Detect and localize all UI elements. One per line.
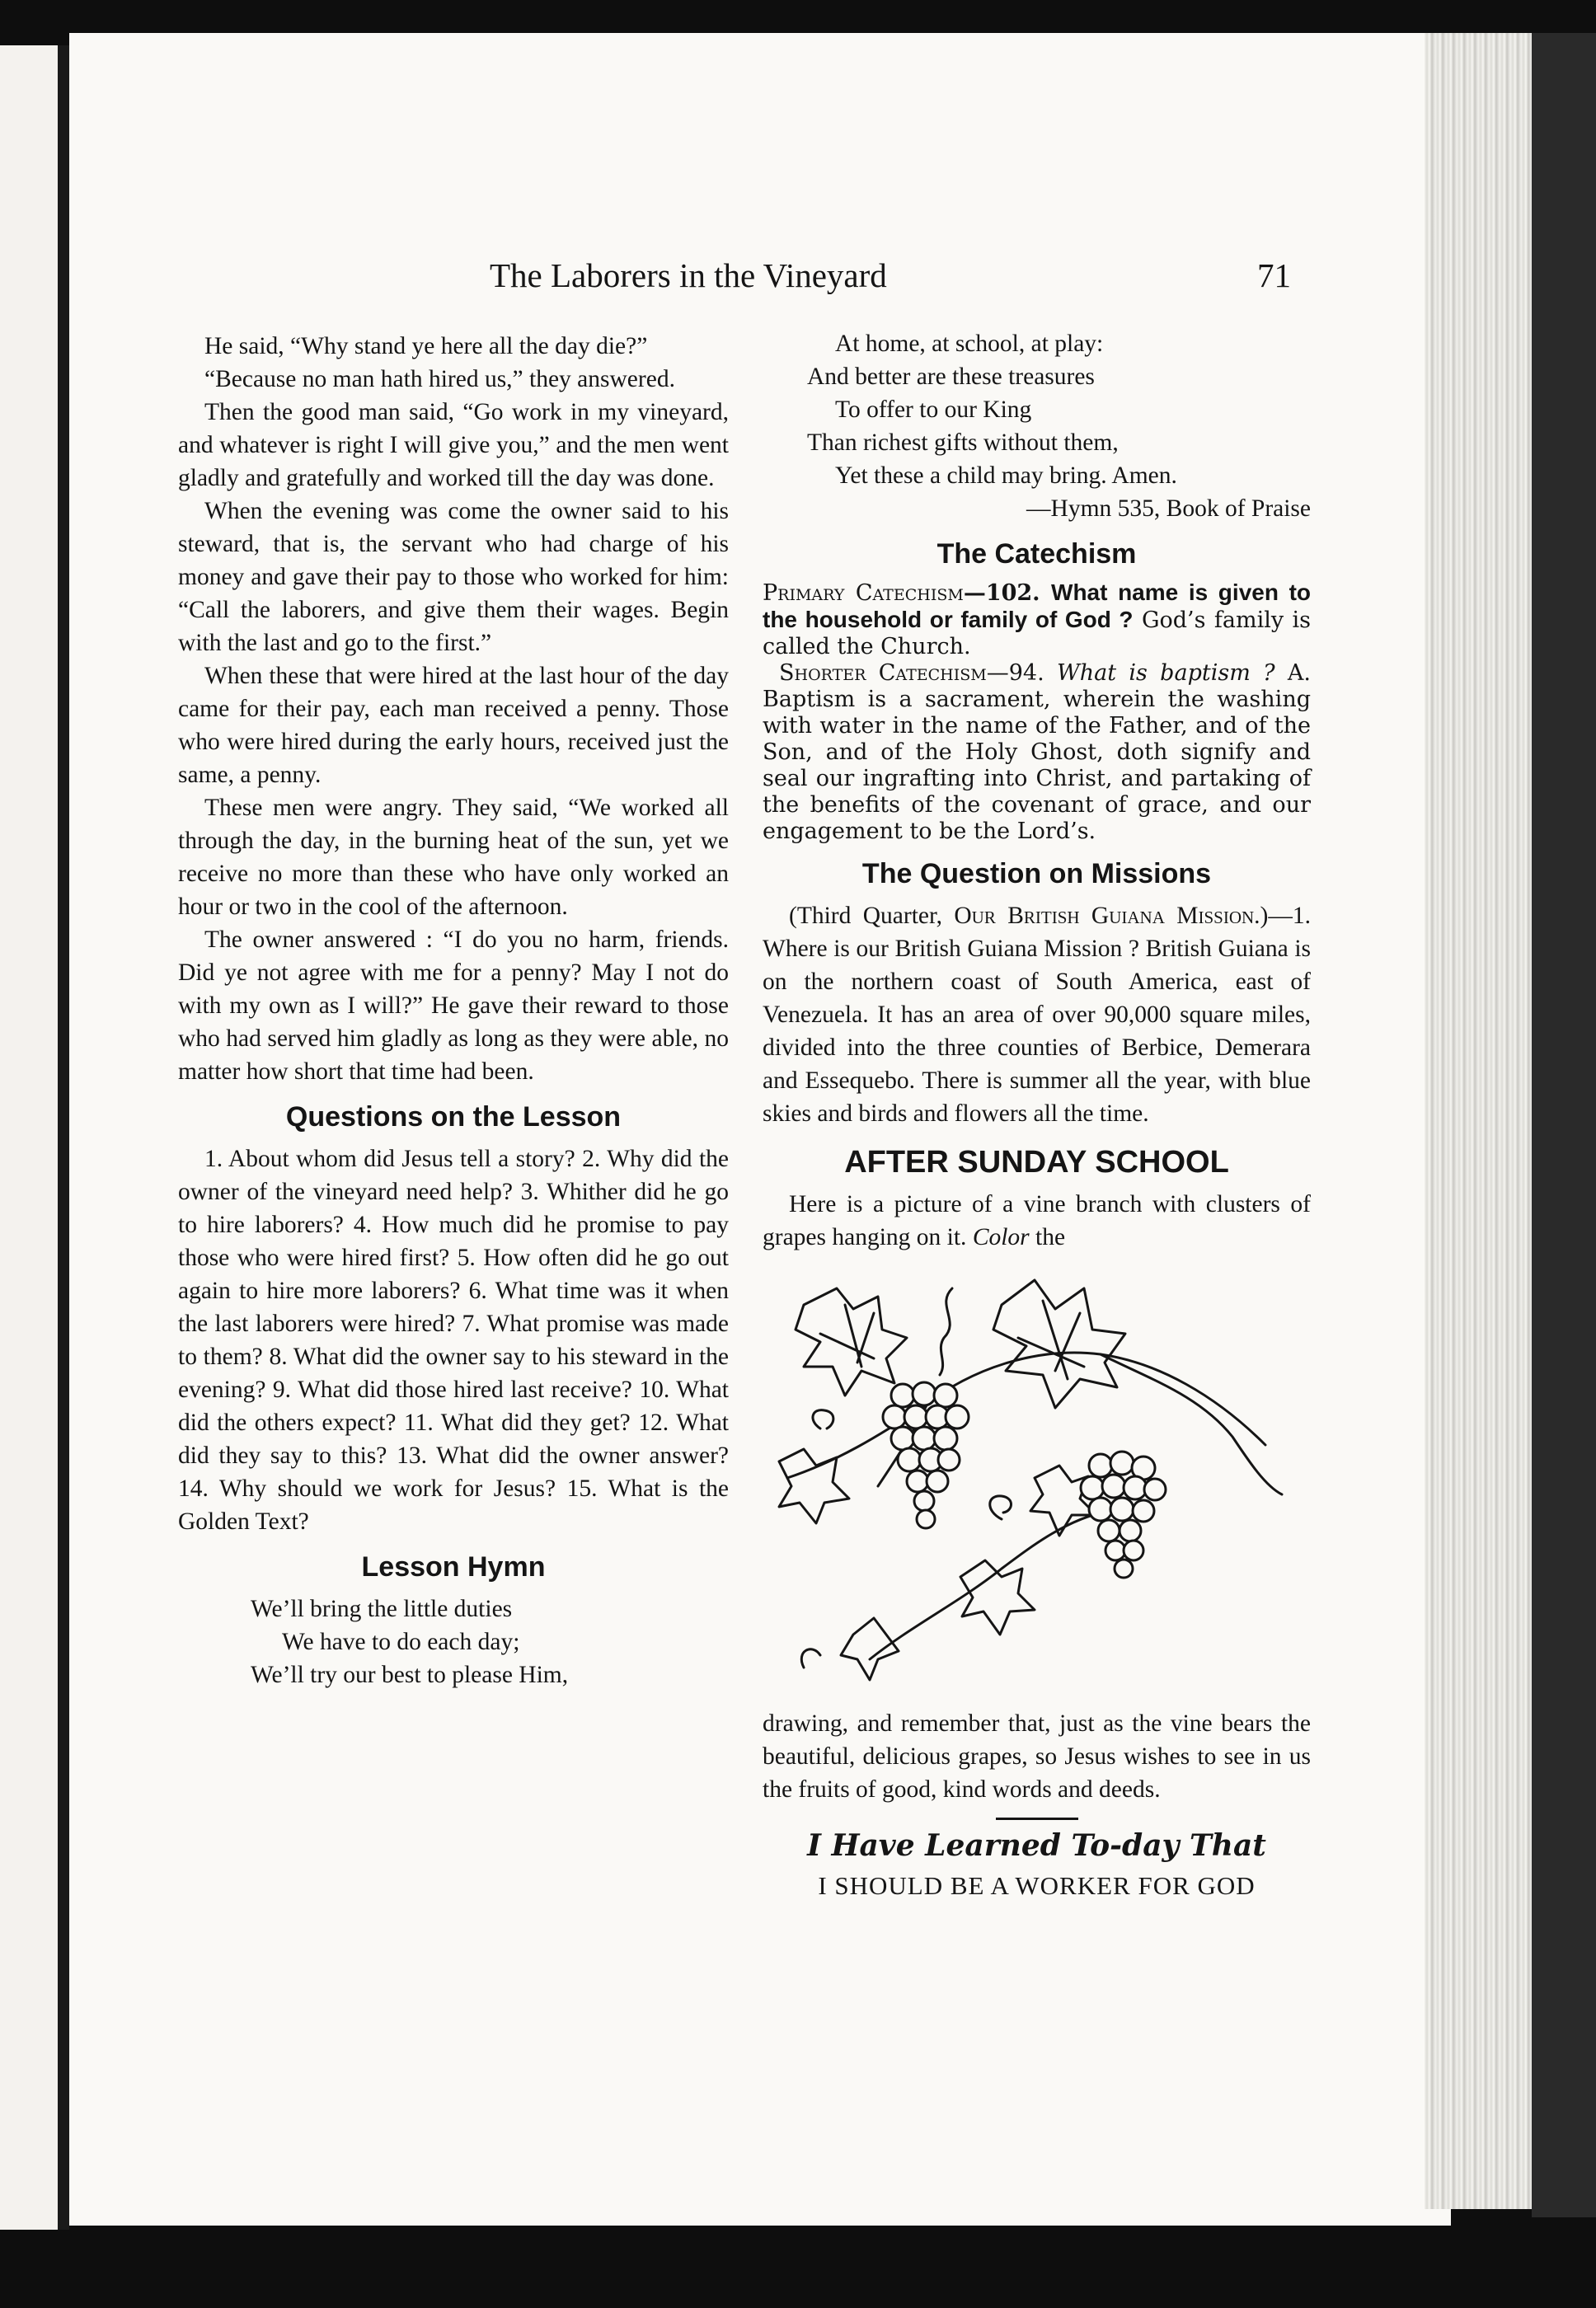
- hymn-continued: [763, 327, 1311, 525]
- grape-leaf: [796, 1288, 907, 1396]
- shorter-catechism-number: —94.: [986, 660, 1044, 686]
- primary-catechism: [763, 579, 1311, 660]
- shorter-catechism-answer: A. Baptism is a sacrament, wherein the washing with water in the name of the Father, and of the Son, and of the Holy Ghost, doth signify and seal our ingrafting into Christ, and partaking of the benefits of the covenant of grace, and our engagement to be the Lord’s.: [763, 660, 1311, 844]
- left-column: [178, 330, 729, 1691]
- vine-tendril: [813, 1410, 833, 1428]
- right-column: [763, 327, 1311, 1902]
- primary-catechism-answer: God’s family is called the Church.: [763, 607, 1311, 659]
- grape-cluster-left: [883, 1382, 969, 1528]
- grape-leaf: [779, 1449, 849, 1523]
- lesson-hymn-heading: Lesson Hymn: [361, 1551, 546, 1583]
- grape-leaf-vein: [1018, 1301, 1084, 1379]
- vine-tendril: [801, 1649, 820, 1668]
- story-paragraph: Then the good man said, “Go work in my vineyard, and whatever is right I will give you,” and the men went gladly and gratefully and worked till the day was done.: [178, 399, 729, 491]
- hymn-line: We’ll try our best to please Him,: [251, 1662, 569, 1688]
- grape-cluster-right: [1081, 1452, 1166, 1578]
- missions-intro: (Third Quarter,: [789, 903, 955, 929]
- missions-paragraph: [763, 899, 1311, 1130]
- missions-heading: The Question on Missions: [861, 858, 1212, 889]
- shorter-catechism-question: What is baptism ?: [1057, 660, 1275, 686]
- story-paragraph: He said, “Why stand ye here all the day die?”: [204, 333, 648, 359]
- after-rest-paragraph: drawing, and remember that, just as the vine bears the beautiful, delicious grapes, so Jesus wishes to see in us the fruits of good, kind words and deeds.: [763, 1710, 1311, 1803]
- hymn-line: We’ll bring the little duties: [251, 1596, 513, 1622]
- questions-heading: Questions on the Lesson: [285, 1101, 622, 1133]
- grape-leaf: [960, 1560, 1035, 1635]
- hymn-line: And better are these treasures: [807, 364, 1095, 390]
- book-gutter: [58, 45, 69, 2230]
- story-paragraph: These men were angry. They said, “We worked all through the day, in the burning heat of the sun, yet we receive no more than these who have only worked an hour or two in the cool of the afternoon.: [178, 795, 729, 920]
- grape-leaf-vein: [820, 1305, 874, 1367]
- primary-catechism-number: —102.: [963, 580, 1040, 606]
- grape-leaf: [841, 1618, 899, 1680]
- after-intro-end: the: [1029, 1224, 1066, 1250]
- story-paragraph: When these that were hired at the last hour of the day came for their pay, each man received a penny. Those who were hired during the early hours, received just the same, a penny.: [178, 663, 729, 788]
- hymn-line: At home, at school, at play:: [835, 331, 1104, 357]
- book-cover-edge: [1532, 33, 1596, 2217]
- shorter-catechism: [763, 660, 1311, 845]
- divider-rule: [996, 1818, 1078, 1820]
- vine-stem: [787, 1353, 1265, 1478]
- hymn-line: Yet these a child may bring. Amen.: [835, 462, 1177, 489]
- running-title: The Laborers in the Vineyard: [490, 256, 887, 294]
- story-paragraph: “Because no man hath hired us,” they answered.: [204, 366, 675, 392]
- lesson-hymn: [178, 1593, 729, 1691]
- facing-page-edge: [0, 45, 58, 2230]
- grape-leaf: [1030, 1466, 1096, 1536]
- hymn-line: We have to do each day;: [282, 1629, 520, 1655]
- missions-title: Our British Guiana Mission.: [954, 903, 1260, 929]
- shorter-catechism-label: Shorter Catechism: [779, 660, 987, 686]
- story-paragraph: When the evening was come the owner said to his steward, that is, the servant who had charge of his money and gave their pay to those who worked for him: “Call the laborers, and give them their wages. Begin with the last and go to the first.”: [178, 498, 729, 656]
- vine-tendril: [990, 1496, 1012, 1519]
- hymn-line: To offer to our King: [835, 396, 1032, 423]
- hymn-line: Than richest gifts without them,: [807, 429, 1119, 456]
- questions-list: 1. About whom did Jesus tell a story? 2. Why did the owner of the vineyard need help? 3. Whither did he go to hire laborers? 4. How much did he promise to pay those who were hired first? 5. How often did he go out again to hire more laborers? 6. What time was it when the last laborers were hired? 7. What promise was made to them? 8. What did the owner say to his steward in the evening? 9. What did those hired last receive? 10. What did the others expect? 11. What did they get? 12. What did they say to this? 13. What did the owner answer? 14. Why should we work for Jesus? 15. What is the Golden Text?: [178, 1146, 729, 1535]
- after-intro-text: Here is a picture of a vine branch with clusters of grapes hanging on it.: [763, 1191, 1311, 1250]
- hymn-source: —Hymn 535, Book of Praise: [1026, 495, 1311, 522]
- primary-catechism-question: What name is given to the household or family of God ?: [763, 579, 1311, 632]
- grape-leaf: [993, 1280, 1125, 1408]
- vine-tendril: [940, 1288, 952, 1375]
- page-stack-edge: [1425, 33, 1532, 2209]
- primary-catechism-label: Primary Catechism: [763, 580, 964, 606]
- story-paragraph: The owner answered : “I do you no harm, friends. Did ye not agree with me for a penny? May I not do with my own as I will?” He gave their reward to those who had served him gladly as long as they were able, no matter how short that time had been.: [178, 926, 729, 1085]
- catechism-heading: The Catechism: [936, 538, 1137, 570]
- missions-body: )—1. Where is our British Guiana Mission ? British Guiana is on the northern coast of South America, east of Venezuela. It has an area of over 90,000 square miles, divided into the three counties of Berbice, Demerara and Essequebo. There is summer all the year, with blue skies and birds and flowers all the time.: [763, 903, 1311, 1127]
- vine-stem: [870, 1511, 1109, 1659]
- after-intro-color-word: Color: [972, 1224, 1030, 1250]
- vine-branch-illustration: [771, 1272, 1298, 1701]
- page-number: 71: [1257, 256, 1291, 294]
- after-sunday-school-heading: AFTER SUNDAY SCHOOL: [844, 1145, 1229, 1180]
- after-intro-paragraph: [763, 1188, 1311, 1254]
- learned-today-statement: I SHOULD BE A WORKER FOR GOD: [818, 1871, 1256, 1900]
- learned-today-heading: I Have Learned To-day That: [807, 1828, 1266, 1863]
